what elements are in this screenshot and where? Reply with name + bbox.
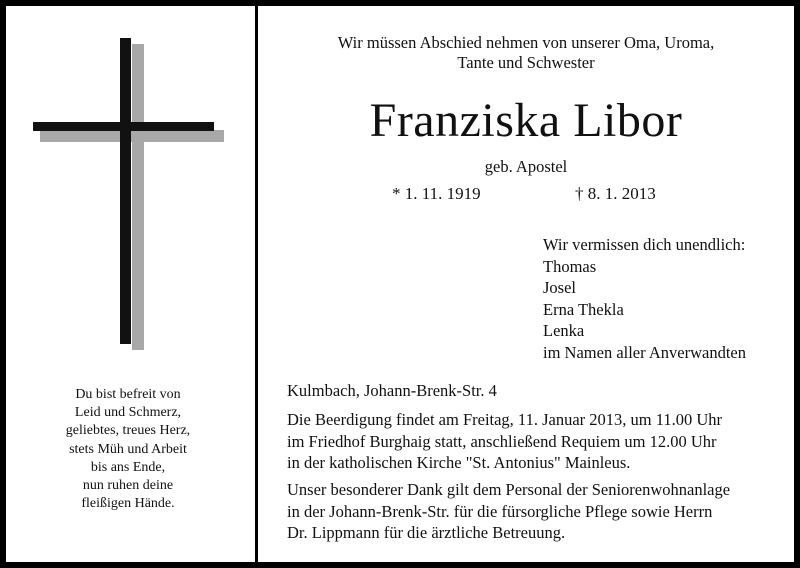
thanks-line: Unser besonderer Dank gilt dem Personal der Seniorenwohnanlage [287, 480, 731, 499]
family-address: Kulmbach, Johann-Brenk-Str. 4 [287, 381, 497, 400]
verse-line: geliebtes, treues Herz, [65, 423, 191, 439]
farewell-intro [258, 33, 794, 73]
intro-line: Tante und Schwester [457, 53, 595, 72]
mourner-name: Thomas [543, 256, 597, 276]
deceased-name: Franziska Libor [369, 94, 683, 147]
verse-line: nun ruhen deine [82, 478, 174, 494]
thanks-line: Dr. Lippmann für die ärztliche Betreuung. [287, 523, 566, 542]
maiden-name: geb. Apostel [484, 157, 568, 176]
funeral-details [287, 409, 722, 474]
verse-line: stets Müh und Arbeit [69, 441, 187, 457]
funeral-line: im Friedhof Burghaig statt, anschließend Requiem um 12.00 Uhr [287, 431, 717, 451]
birth-date: * 1. 11. 1919 [392, 184, 481, 203]
verse-line: Du bist befreit von [75, 387, 181, 402]
mourner-name: Erna Thekla [543, 299, 624, 319]
verse-line: bis ans Ende, [90, 459, 166, 475]
death-date: † 8. 1. 2013 [575, 184, 656, 203]
funeral-line: in der katholischen Kirche "St. Antonius" Mainleus. [287, 453, 631, 472]
memorial-verse [14, 386, 242, 513]
mourner-name: im Namen aller Anverwandten [543, 342, 746, 362]
column-divider [255, 0, 258, 568]
verse-line: fleißigen Hände. [81, 496, 175, 512]
thanks-note [287, 479, 730, 544]
mourner-name: Josel [543, 278, 576, 297]
verse-line: Leid und Schmerz, [74, 405, 182, 421]
latin-cross-icon [28, 38, 228, 358]
intro-line: Wir müssen Abschied nehmen von unserer Oma, Uroma, [337, 33, 715, 52]
mourners-heading: Wir vermissen dich unendlich: [543, 235, 746, 254]
thanks-line: in der Johann-Brenk-Str. für die fürsorgliche Pflege sowie Herrn [287, 501, 713, 521]
funeral-line: Die Beerdigung findet am Freitag, 11. Januar 2013, um 11.00 Uhr [287, 410, 723, 429]
mourners-list [543, 234, 746, 363]
mourner-name: Lenka [543, 321, 585, 340]
